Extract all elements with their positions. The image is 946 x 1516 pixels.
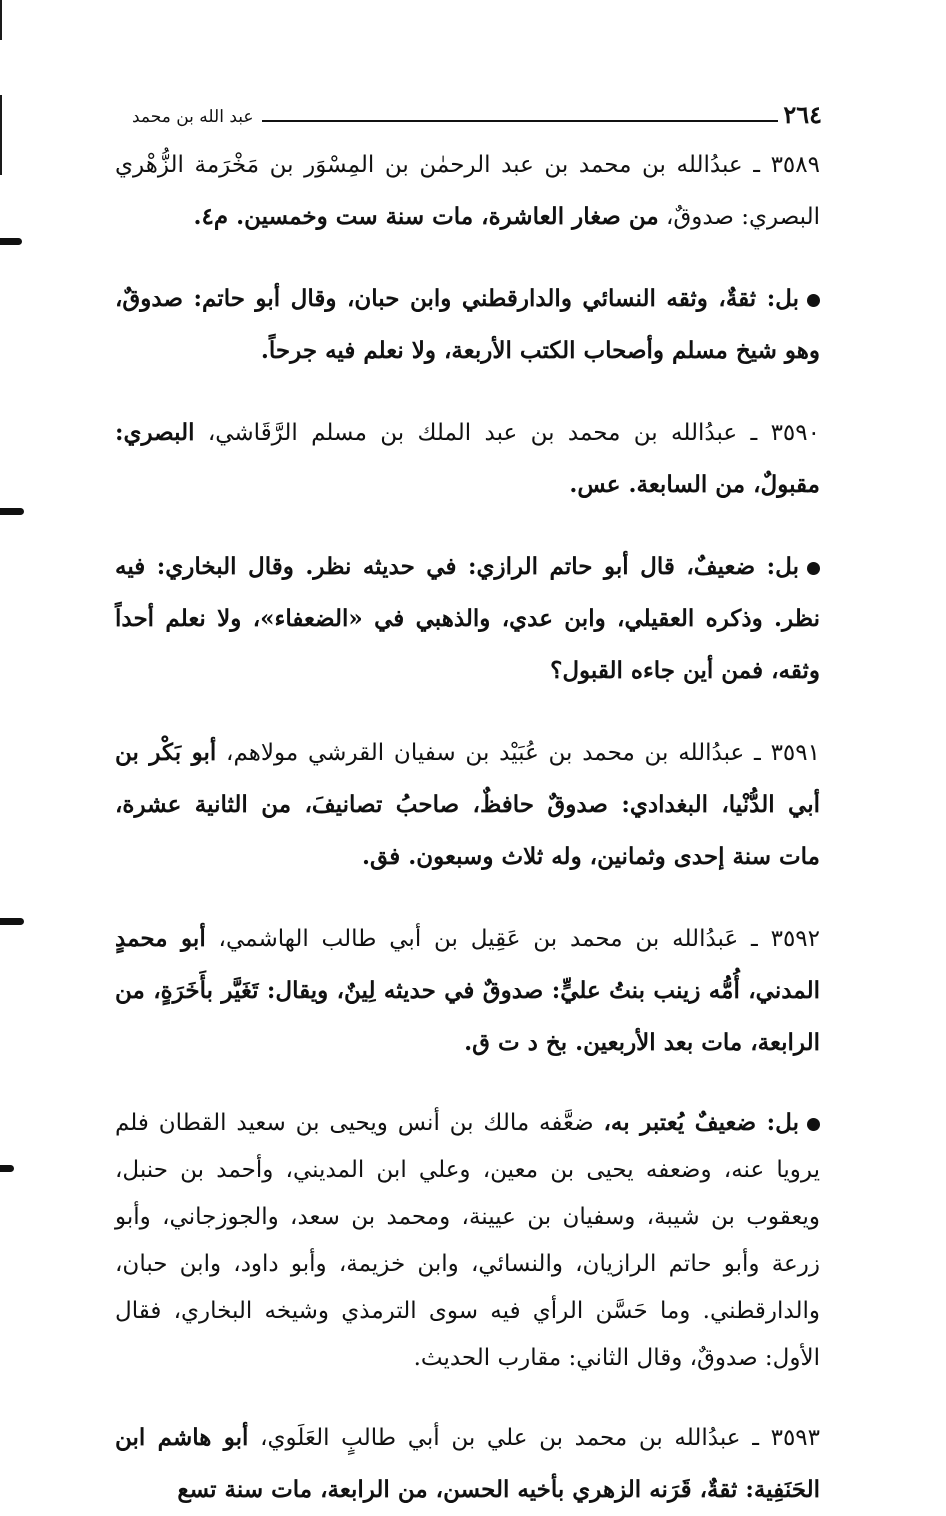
biography-entry [115, 727, 820, 883]
entry-text-bold: من صغار العاشرة، مات سنة ست وخمسين. م٤. [193, 203, 659, 230]
commentary-text: ضعَّفه مالك بن أنس ويحيى بن سعيد القطان فلم يرويا عنه، وضعفه يحيى بن معين، وعلي ابن المديني، وأحمد بن حنبل، ويعقوب بن شيبة، وسفيان بن عيينة، ومحمد بن سعد، والجوزجاني، وأبو زرعة وأبو حاتم الرازيان، والنسائي، وابن خزيمة، وأبو داود، وابن حبان، والدارقطني. وما حَسَّن الرأي فيه سوى الترمذي وشيخه البخاري، فقال الأول: صدوقٌ، وقال الثاني: مقارب الحديث. [115, 1110, 820, 1371]
commentary-text: قال أبو حاتم الرازي: في حديثه نظر. وقال البخاري: فيه نظر. وذكره العقيلي، وابن عدي، والذهبي في «الضعفاء»، ولا نعلم أحداً وثقه، فمن أين جاءه القبول؟ [115, 553, 820, 684]
scan-edge-line [0, 0, 2, 40]
biography-entry [115, 407, 820, 511]
page-number: ٢٦٤ [783, 100, 822, 129]
scan-edge-mark [0, 238, 22, 245]
commentary [115, 273, 820, 377]
entry-text: عَبدُالله بن محمد بن عَقِيل بن أبي طالب الهاشمي، [205, 926, 739, 952]
commentary [115, 1099, 820, 1382]
entry-text-bold: أبو محمدٍ المدني، أُمُّه زينب بنتُ عليٍّ: صدوقٌ في حديثه لِينٌ، ويقال: تَغَيَّر بأَخَرَةٍ، من الرابعة، مات بعد الأربعين. بخ د ت ق. [115, 925, 820, 1056]
running-title: عبد الله بن محمد [132, 107, 254, 127]
entry-number: ٣٥٩٢ ـ [751, 926, 821, 952]
entry-text: عبدُالله بن محمد بن عبد الملك بن مسلم الرَّقَاشي، [194, 420, 738, 446]
entry-number: ٣٥٩٠ ـ [750, 420, 820, 446]
commentary-text: وثقه النسائي والدارقطني وابن حبان، وقال أبو حاتم: صدوقٌ، وهو شيخ مسلم وأصحاب الكتب الأربعة، ولا نعلم فيه جرحاً. [115, 285, 820, 364]
entry-number: ٣٥٩٣ ـ [752, 1425, 821, 1451]
scan-edge-mark [0, 508, 24, 515]
entry-text-bold: أبو بَكْر بن أبي الدُّنْيا، البغدادي: صدوقٌ حافظٌ، صاحبُ تصانيفَ، من الثانية عشرة، مات سنة إحدى وثمانين، وله ثلاث وسبعون. فق. [115, 739, 820, 870]
biography-entry [115, 140, 820, 243]
entry-number: ٣٥٨٩ ـ [753, 152, 820, 178]
commentary-lead: بل: ثقةٌ، [718, 285, 800, 312]
bullet-icon [807, 294, 820, 307]
page-body [115, 140, 820, 1516]
running-header [120, 100, 830, 140]
biography-entry [115, 913, 820, 1069]
entry-text-bold: أبو هاشم ابن الحَنَفِية: ثقةٌ، قَرَنه الزهري بأخيه الحسن، من الرابعة، مات سنة تسع [115, 1424, 820, 1503]
commentary [115, 541, 820, 697]
header-rule [262, 120, 778, 122]
scan-edge-line [0, 95, 2, 175]
commentary-lead: بل: ضعيفٌ، [686, 553, 799, 580]
entry-number: ٣٥٩١ ـ [754, 740, 820, 766]
entry-text: عبدُالله بن محمد بن عبد الرحمٰن بن المِسْوَر بن مَخْرَمة الزُّهْري البصري: صدوقٌ، [115, 152, 820, 230]
entry-text: عبدُالله بن محمد بن عُبَيْد بن سفيان القرشي مولاهم، [216, 740, 745, 766]
scan-edge-mark [0, 918, 24, 925]
bullet-icon [807, 1118, 820, 1131]
entry-text-bold: البصري: مقبولٌ، من السابعة. عس. [115, 419, 820, 498]
commentary-lead: بل: ضعيفٌ يُعتبر به، [603, 1109, 799, 1136]
entry-text: عبدُالله بن محمد بن علي بن أبي طالبٍ العَلَوي، [248, 1425, 741, 1451]
scan-edge-mark [0, 1165, 14, 1172]
bullet-icon [807, 562, 820, 575]
biography-entry [115, 1412, 820, 1516]
